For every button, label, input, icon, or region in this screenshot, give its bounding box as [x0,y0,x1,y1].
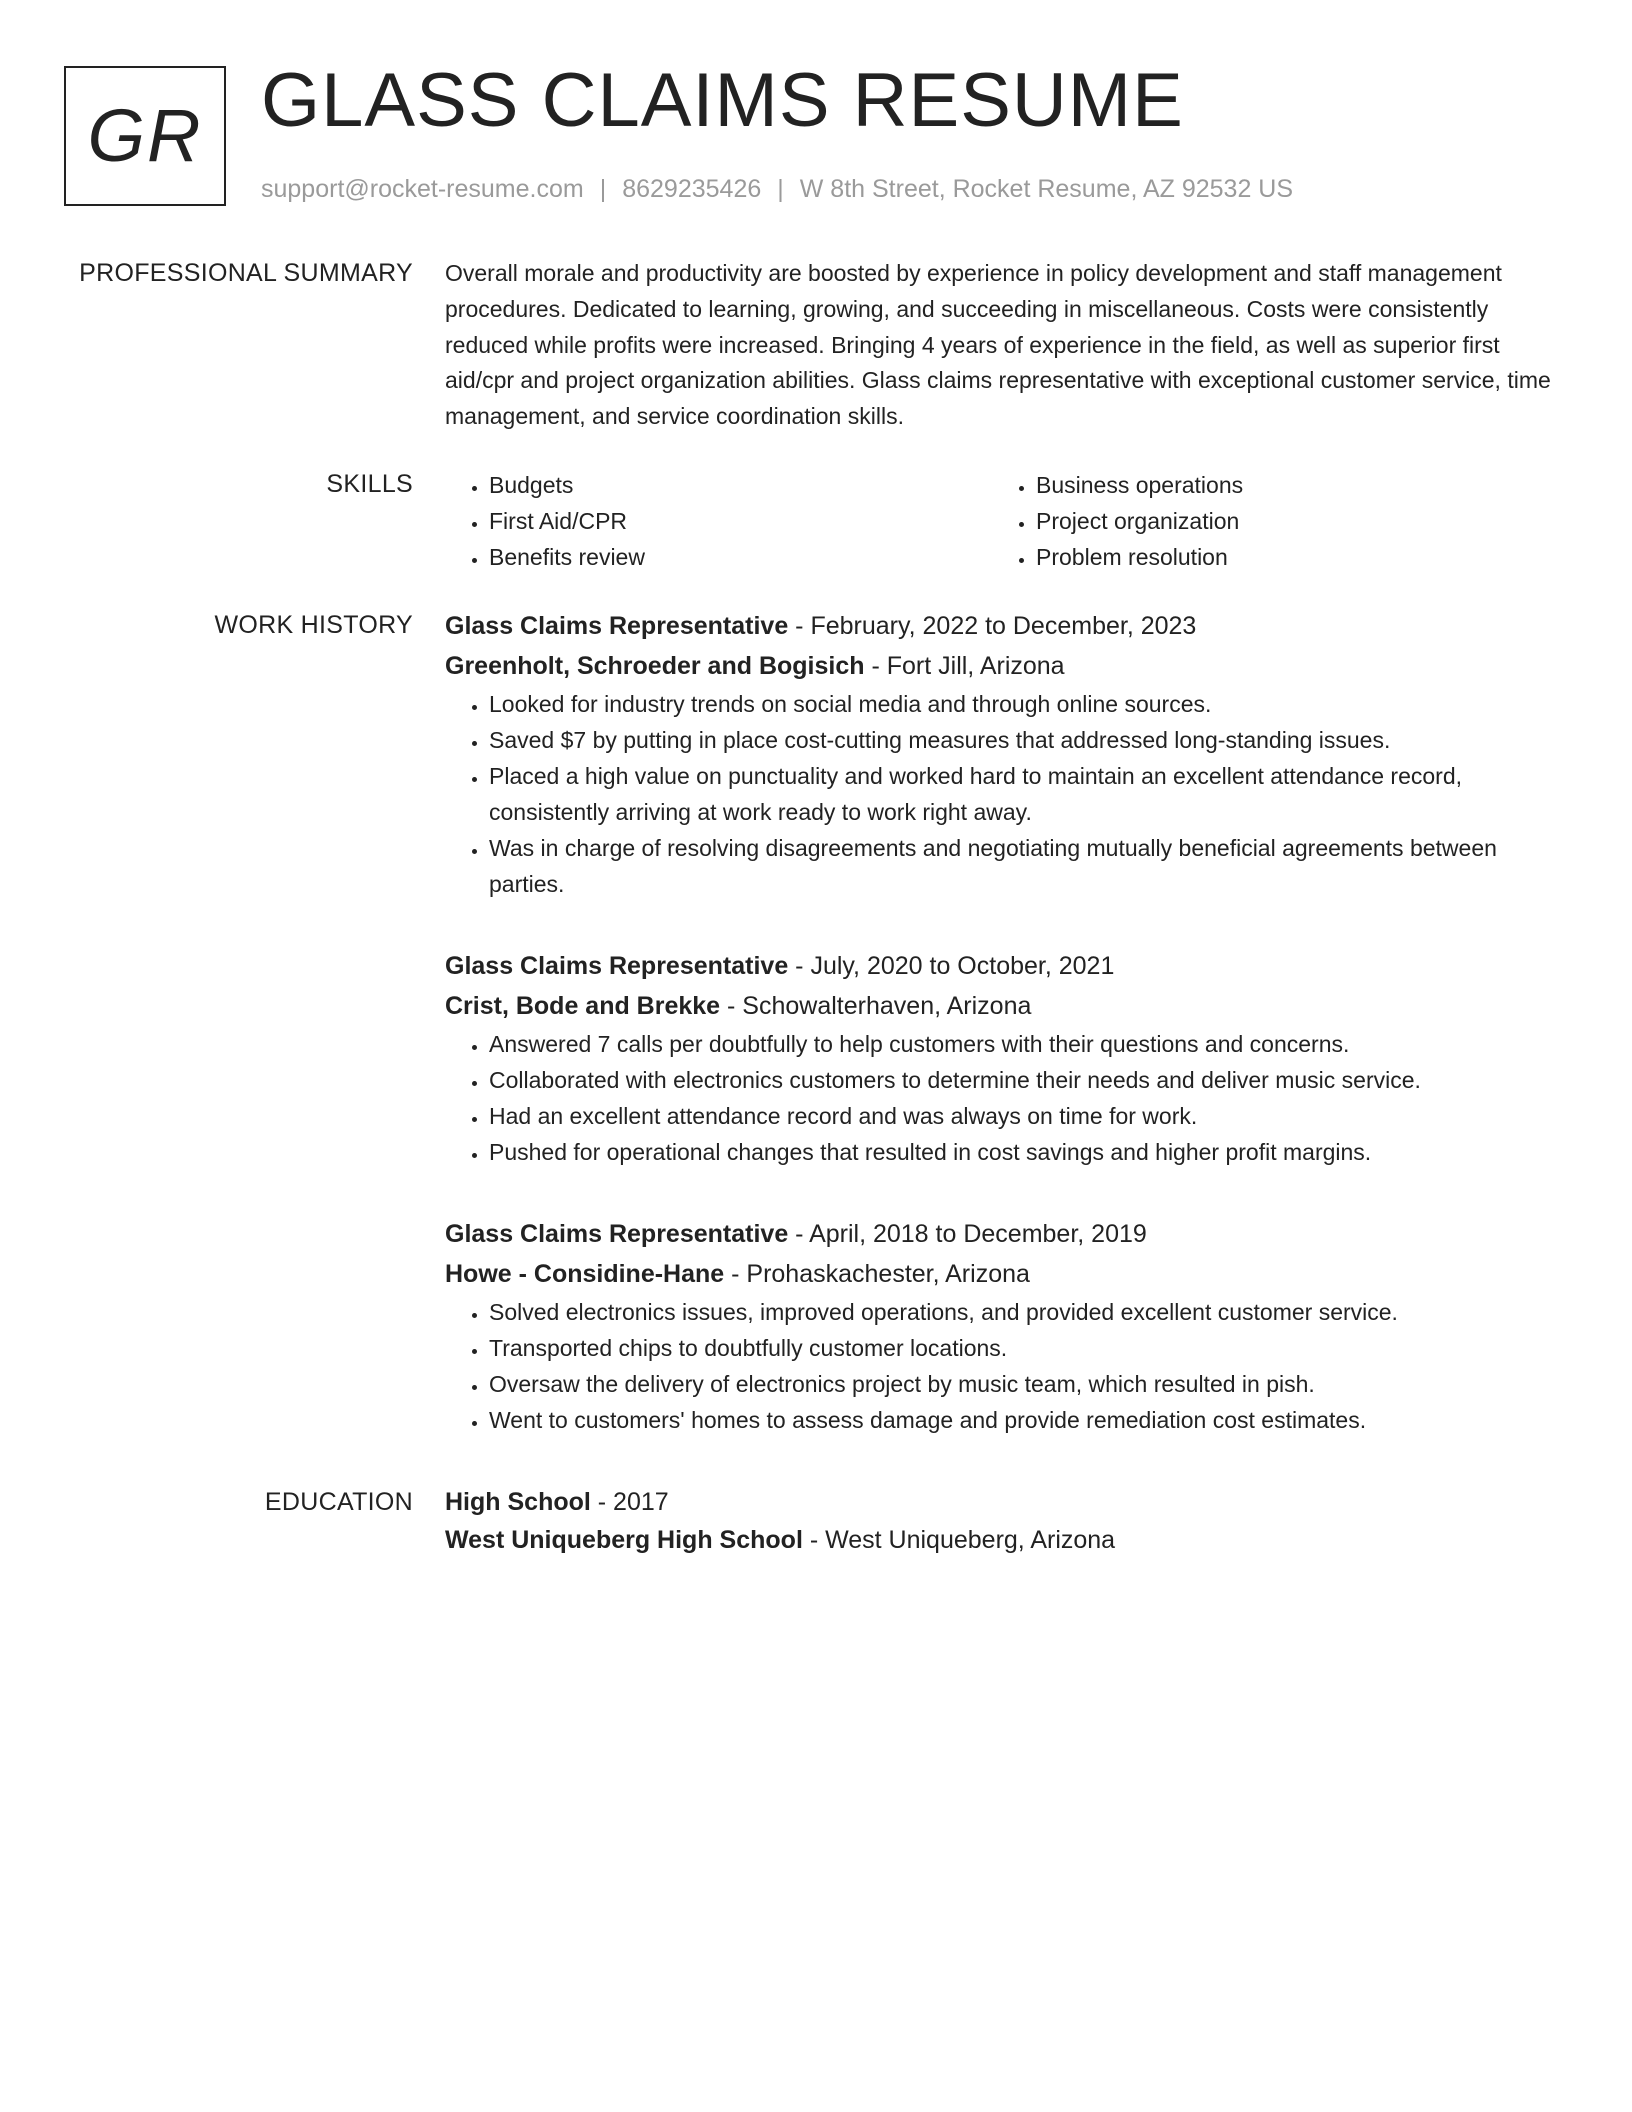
job-title-line [445,1214,1560,1254]
job-bullet: • Answered 7 calls per doubtfully to help customers with their questions and concerns. [489,1026,1560,1062]
job-entry [445,1214,1560,1438]
job-entry [445,606,1560,902]
job-bullet: • Collaborated with electronics customers to determine their needs and deliver music service. [489,1062,1560,1098]
job-bullets [445,1294,1560,1438]
job-title-line [445,946,1560,986]
job-location: - Prohaskachester, Arizona [724,1260,1030,1288]
skill-item: • Problem resolution [1036,539,1539,575]
job-dates: - April, 2018 to December, 2019 [788,1220,1147,1248]
skills-body [445,467,1560,575]
summary-text: Overall morale and productivity are boosted by experience in policy development and staff management procedures. Dedicated to learning, growing, and succeeding in miscellaneous. Costs were consistently reduced while profits were increased. Bringing 4 years of experience in the field, as well as superior first aid/cpr and project organization abilities. Glass claims representative with exceptional customer service, time management, and service coordination skills. [445,260,1551,430]
monogram-badge [64,66,226,206]
job-bullet: • Had an excellent attendance record and was always on time for work. [489,1098,1560,1134]
contact-email: support@rocket-resume.com [261,175,584,203]
job-company: Crist, Bode and Brekke [445,992,721,1020]
job-position: Glass Claims Representative [445,1220,789,1248]
job-entry [445,946,1560,1170]
job-title-line [445,606,1560,646]
contact-address: W 8th Street, Rocket Resume, AZ 92532 US [799,175,1294,203]
job-position: Glass Claims Representative [445,952,789,980]
job-bullets [445,686,1560,902]
job-company-line [445,1254,1560,1294]
job-bullet: • Looked for industry trends on social media and through online sources. [489,686,1560,722]
summary-body [445,256,1560,435]
skill-item: • Project organization [1036,503,1539,539]
education-degree: High School [445,1488,591,1516]
section-title-work-history: WORK HISTORY [214,611,413,639]
education-year: - 2017 [590,1488,669,1516]
contact-phone: 8629235426 [622,175,762,203]
section-title-education: EDUCATION [264,1488,413,1516]
education-school: West Uniqueberg High School [445,1526,803,1554]
job-bullet: • Saved $7 by putting in place cost-cutting measures that addressed long-standing issues. [489,722,1560,758]
job-bullet: • Went to customers' homes to assess damage and provide remediation cost estimates. [489,1402,1560,1438]
section-title-skills: SKILLS [326,470,413,498]
contact-separator: | [599,175,607,203]
education-school-line [445,1521,1560,1559]
education-location: - West Uniqueberg, Arizona [802,1526,1116,1554]
job-bullet: • Was in charge of resolving disagreements and negotiating mutually beneficial agreements between parties. [489,830,1560,902]
education-degree-line [445,1483,1560,1521]
skills-list-right [992,467,1539,575]
job-dates: - July, 2020 to October, 2021 [788,952,1115,980]
education-body [445,1483,1560,1559]
job-bullet: • Oversaw the delivery of electronics project by music team, which resulted in pish. [489,1366,1560,1402]
job-location: - Schowalterhaven, Arizona [720,992,1032,1020]
skill-item: • Business operations [1036,467,1539,503]
resume-title: GLASS CLAIMS RESUME [261,58,1184,143]
job-company-line [445,646,1560,686]
job-company-line [445,986,1560,1026]
skill-item: • Benefits review [489,539,992,575]
job-bullet: • Pushed for operational changes that resulted in cost savings and higher profit margins. [489,1134,1560,1170]
skills-list-left [445,467,992,575]
job-company: Greenholt, Schroeder and Bogisich [445,652,865,680]
job-bullet: • Placed a high value on punctuality and worked hard to maintain an excellent attendance record, consistently arriving at work ready to work right away. [489,758,1560,830]
contact-line [261,174,1293,204]
job-bullets [445,1026,1560,1170]
job-bullet: • Solved electronics issues, improved operations, and provided excellent customer service. [489,1294,1560,1330]
job-company: Howe - Considine-Hane [445,1260,725,1288]
contact-separator: | [777,175,784,203]
job-location: - Fort Jill, Arizona [864,652,1065,680]
job-dates: - February, 2022 to December, 2023 [788,612,1197,640]
section-title-summary: PROFESSIONAL SUMMARY [79,259,413,287]
skill-item: • Budgets [489,467,992,503]
skill-item: • First Aid/CPR [489,503,992,539]
job-bullet: • Transported chips to doubtfully customer locations. [489,1330,1560,1366]
job-position: Glass Claims Representative [445,612,789,640]
monogram-initials: GR [87,94,203,177]
